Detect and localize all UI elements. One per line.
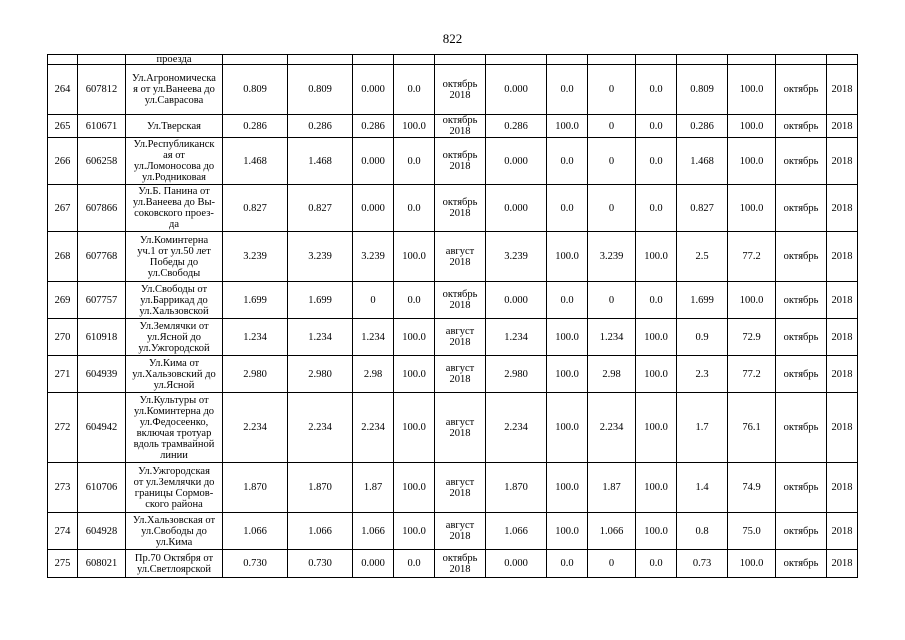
cell-c7: 0: [588, 550, 636, 578]
cell-period: [435, 393, 486, 463]
cell-c9: 0.8: [677, 513, 728, 550]
cell-num: 272: [48, 393, 78, 463]
cell-month: октябрь: [776, 356, 827, 393]
name-line: ул.Федосеенко,: [139, 416, 209, 428]
cell-year: 2018: [827, 550, 858, 578]
cell-name: [126, 393, 223, 463]
name-line: я от ул.Ванеева до: [133, 84, 215, 95]
cell-c3: 1.066: [353, 513, 394, 550]
cell-name: [126, 282, 223, 319]
cell-c9: 0.73: [677, 550, 728, 578]
cell-c10: 74.9: [728, 463, 776, 513]
cell-c3: 0: [353, 282, 394, 319]
cell-c6: 0.0: [547, 185, 588, 232]
cell-c3: 0.286: [353, 115, 394, 138]
cell-c9: 2.5: [677, 232, 728, 282]
period-line: август: [445, 416, 475, 428]
cell-code: 610918: [78, 319, 126, 356]
cell-year: 2018: [827, 65, 858, 115]
period-line: август: [445, 326, 475, 337]
cell-c7: 0: [588, 282, 636, 319]
cell-c9: 0.809: [677, 65, 728, 115]
cell-c5: 0.000: [486, 65, 547, 115]
name-line: Ул.Коминтерна: [139, 234, 209, 246]
cell-c8: 100.0: [636, 513, 677, 550]
cell-c9: 0.286: [677, 115, 728, 138]
cell-name: [126, 356, 223, 393]
cell-c7: 0: [588, 65, 636, 115]
cell-name: [126, 138, 223, 185]
name-line: линии: [160, 449, 188, 461]
cell-c7: 3.239: [588, 232, 636, 282]
cell-year: 2018: [827, 463, 858, 513]
cell-c8: 0.0: [636, 550, 677, 578]
data-table: [47, 54, 858, 578]
cell-year: 2018: [827, 185, 858, 232]
cell-c10: 77.2: [728, 356, 776, 393]
cell-num: 275: [48, 550, 78, 578]
cell-c4: 100.0: [394, 115, 435, 138]
name-line: Ул.Агрономическа: [132, 73, 216, 84]
cell-c3: 3.239: [353, 232, 394, 282]
period-line: октябрь: [442, 197, 478, 208]
cell-c7: 1.066: [588, 513, 636, 550]
cell-c1: 1.066: [223, 513, 288, 550]
cell-c2: 1.234: [288, 319, 353, 356]
cell-c1: 2.234: [223, 393, 288, 463]
name-line: да: [168, 219, 179, 230]
cell-c4: 0.0: [394, 185, 435, 232]
cell-c4: 100.0: [394, 232, 435, 282]
cell-c2: 1.870: [288, 463, 353, 513]
cell-name: [126, 115, 223, 138]
period-line: октябрь: [442, 552, 478, 564]
cell-period: [435, 513, 486, 550]
cell-c8: 100.0: [636, 232, 677, 282]
cell-code: 607768: [78, 232, 126, 282]
name-line: ул.Свободы до: [141, 525, 207, 537]
cell-period: [435, 463, 486, 513]
cell-c3: 2.98: [353, 356, 394, 393]
cell-code: 604942: [78, 393, 126, 463]
cell-c4: 100.0: [394, 513, 435, 550]
cell-c3: 1.234: [353, 319, 394, 356]
name-line: ая от: [163, 150, 185, 161]
cell-c3: 0.000: [353, 138, 394, 185]
cell-c7: 2.234: [588, 393, 636, 463]
cell-code: 604939: [78, 356, 126, 393]
cell-c5: 1.066: [486, 513, 547, 550]
cell-c10: 75.0: [728, 513, 776, 550]
cell-c7: 0: [588, 138, 636, 185]
period-line: 2018: [449, 161, 471, 172]
cell-c6: 0.0: [547, 138, 588, 185]
cell-c2: 3.239: [288, 232, 353, 282]
cell-period: [435, 185, 486, 232]
name-line: ул.Ясной: [153, 379, 195, 391]
cell-year: 2018: [827, 319, 858, 356]
period-line: 2018: [449, 337, 471, 348]
cell-c7: 0: [588, 115, 636, 138]
cell-month: октябрь: [776, 319, 827, 356]
cell-c4: 100.0: [394, 319, 435, 356]
cell-c9: 1.699: [677, 282, 728, 319]
period-line: 2018: [449, 374, 471, 385]
cell-month: октябрь: [776, 393, 827, 463]
cell-c2: 0.730: [288, 550, 353, 578]
cell-c3: 0.000: [353, 185, 394, 232]
cell-c9: 1.468: [677, 138, 728, 185]
table-row: [48, 282, 858, 319]
cell-c6: 100.0: [547, 393, 588, 463]
name-line: Ул.Культуры от: [139, 394, 209, 406]
cell-period: [435, 232, 486, 282]
name-line: ул.Светлоярской: [136, 563, 211, 575]
table-row-continuation: [48, 55, 858, 65]
cell-year: 2018: [827, 138, 858, 185]
cell-c8: 100.0: [636, 356, 677, 393]
continued-name-cell: проезда: [126, 55, 223, 65]
table-row: [48, 319, 858, 356]
table-row: [48, 115, 858, 138]
name-line: соковского проез-: [134, 208, 214, 219]
name-line: от ул.Землячки до: [133, 476, 215, 488]
cell-c8: 100.0: [636, 393, 677, 463]
cell-c10: 100.0: [728, 550, 776, 578]
name-line: уч.1 от ул.50 лет: [137, 245, 211, 257]
cell-c1: 0.730: [223, 550, 288, 578]
cell-c2: 2.980: [288, 356, 353, 393]
cell-c8: 0.0: [636, 115, 677, 138]
cell-c4: 0.0: [394, 550, 435, 578]
cell-c6: 0.0: [547, 65, 588, 115]
cell-c6: 100.0: [547, 115, 588, 138]
cell-year: 2018: [827, 232, 858, 282]
cell-name: [126, 550, 223, 578]
period-line: август: [445, 245, 475, 257]
period-line: 2018: [449, 427, 471, 439]
name-line: Ул.Хальзовская от: [132, 514, 216, 526]
cell-c8: 0.0: [636, 65, 677, 115]
table-row: [48, 513, 858, 550]
cell-c4: 0.0: [394, 138, 435, 185]
name-line: ул.Баррикад до: [140, 294, 208, 306]
period-line: 2018: [449, 487, 471, 499]
cell-c7: 0: [588, 185, 636, 232]
name-line: ул.Коминтерна до: [133, 405, 215, 417]
cell-period: [435, 138, 486, 185]
cell-c6: 100.0: [547, 463, 588, 513]
cell-c9: 1.7: [677, 393, 728, 463]
cell-c9: 1.4: [677, 463, 728, 513]
cell-c8: 0.0: [636, 282, 677, 319]
cell-num: 274: [48, 513, 78, 550]
period-line: 2018: [449, 531, 471, 542]
cell-c5: 2.234: [486, 393, 547, 463]
cell-code: 610706: [78, 463, 126, 513]
cell-c5: 0.286: [486, 115, 547, 138]
cell-name: [126, 513, 223, 550]
cell-year: 2018: [827, 393, 858, 463]
period-line: октябрь: [442, 150, 478, 161]
cell-code: 608021: [78, 550, 126, 578]
cell-c10: 100.0: [728, 65, 776, 115]
cell-c5: 0.000: [486, 282, 547, 319]
table-row: [48, 393, 858, 463]
cell-c10: 100.0: [728, 138, 776, 185]
cell-year: 2018: [827, 513, 858, 550]
name-line: включая тротуар: [136, 427, 212, 439]
cell-c10: 100.0: [728, 115, 776, 138]
cell-c2: 2.234: [288, 393, 353, 463]
cell-code: 607812: [78, 65, 126, 115]
name-line: Ул.Тверская: [147, 120, 201, 132]
cell-c3: 0.000: [353, 65, 394, 115]
cell-c2: 1.699: [288, 282, 353, 319]
name-line: ул.Ужгородской: [138, 342, 210, 354]
cell-c1: 1.870: [223, 463, 288, 513]
cell-num: 265: [48, 115, 78, 138]
cell-name: [126, 65, 223, 115]
period-line: 2018: [449, 563, 471, 575]
cell-c10: 76.1: [728, 393, 776, 463]
cell-month: октябрь: [776, 463, 827, 513]
name-line: Ул.Ужгородская: [138, 465, 210, 477]
cell-code: 604928: [78, 513, 126, 550]
table-row: [48, 463, 858, 513]
name-line: ул.Хальзовской: [139, 305, 209, 317]
cell-c6: 0.0: [547, 550, 588, 578]
cell-c10: 100.0: [728, 185, 776, 232]
cell-period: [435, 356, 486, 393]
cell-c9: 2.3: [677, 356, 728, 393]
cell-c1: 2.980: [223, 356, 288, 393]
period-line: октябрь: [442, 78, 478, 90]
cell-c5: 0.000: [486, 138, 547, 185]
cell-code: 607757: [78, 282, 126, 319]
cell-c2: 0.286: [288, 115, 353, 138]
cell-period: [435, 319, 486, 356]
table-row: [48, 232, 858, 282]
cell-c2: 0.809: [288, 65, 353, 115]
cell-month: октябрь: [776, 115, 827, 138]
cell-c5: 2.980: [486, 356, 547, 393]
name-line: границы Сормов-: [134, 487, 214, 499]
cell-c10: 72.9: [728, 319, 776, 356]
cell-c4: 100.0: [394, 393, 435, 463]
cell-c1: 0.809: [223, 65, 288, 115]
cell-c2: 0.827: [288, 185, 353, 232]
period-line: 2018: [449, 89, 471, 101]
cell-c6: 100.0: [547, 356, 588, 393]
cell-c6: 100.0: [547, 319, 588, 356]
name-line: ул.Хальзовский до: [132, 368, 216, 380]
cell-c1: 0.827: [223, 185, 288, 232]
name-line: ского района: [145, 498, 203, 510]
cell-c10: 100.0: [728, 282, 776, 319]
name-line: Ул.Свободы от: [140, 283, 208, 295]
cell-c5: 1.870: [486, 463, 547, 513]
name-line: Пр.70 Октября от: [134, 552, 214, 564]
cell-c1: 1.699: [223, 282, 288, 319]
cell-num: 267: [48, 185, 78, 232]
cell-num: 273: [48, 463, 78, 513]
cell-period: [435, 115, 486, 138]
cell-period: [435, 550, 486, 578]
cell-name: [126, 319, 223, 356]
period-line: 2018: [449, 208, 471, 219]
cell-c1: 1.468: [223, 138, 288, 185]
cell-c5: 1.234: [486, 319, 547, 356]
name-line: Ул.Республиканск: [133, 139, 215, 150]
cell-name: [126, 463, 223, 513]
cell-c8: 0.0: [636, 138, 677, 185]
cell-c7: 1.234: [588, 319, 636, 356]
cell-c9: 0.827: [677, 185, 728, 232]
cell-c1: 1.234: [223, 319, 288, 356]
page-number: 822: [442, 31, 463, 46]
table-row: [48, 356, 858, 393]
name-line: ул.Кима: [155, 536, 193, 548]
cell-period: [435, 65, 486, 115]
period-line: август: [445, 520, 475, 531]
cell-num: 270: [48, 319, 78, 356]
name-line: вдоль трамвайной: [133, 438, 215, 450]
period-line: 2018: [449, 300, 471, 311]
name-line: Ул.Кима от: [148, 357, 200, 369]
cell-c6: 100.0: [547, 513, 588, 550]
cell-month: октябрь: [776, 282, 827, 319]
table-row: [48, 65, 858, 115]
cell-c4: 100.0: [394, 463, 435, 513]
cell-month: октябрь: [776, 138, 827, 185]
cell-c5: 0.000: [486, 185, 547, 232]
name-line: Ул.Б. Панина от: [138, 186, 210, 197]
name-line: ул.Ломоносова до: [133, 161, 215, 172]
period-line: 2018: [449, 256, 471, 268]
cell-c10: 77.2: [728, 232, 776, 282]
table-row: [48, 138, 858, 185]
table-row: [48, 185, 858, 232]
cell-code: 606258: [78, 138, 126, 185]
cell-num: 266: [48, 138, 78, 185]
cell-c3: 1.87: [353, 463, 394, 513]
cell-c7: 1.87: [588, 463, 636, 513]
cell-c8: 0.0: [636, 185, 677, 232]
cell-c1: 3.239: [223, 232, 288, 282]
cell-year: 2018: [827, 282, 858, 319]
name-line: Победы до: [149, 256, 199, 268]
name-line: ул.Родниковая: [142, 172, 206, 183]
table-body: [48, 55, 858, 578]
cell-month: октябрь: [776, 513, 827, 550]
cell-c2: 1.468: [288, 138, 353, 185]
cell-period: [435, 282, 486, 319]
name-line: ул.Свободы: [147, 267, 201, 279]
cell-month: октябрь: [776, 65, 827, 115]
period-line: октябрь: [442, 289, 478, 300]
cell-year: 2018: [827, 356, 858, 393]
cell-name: [126, 185, 223, 232]
cell-c3: 2.234: [353, 393, 394, 463]
cell-num: 269: [48, 282, 78, 319]
cell-c6: 100.0: [547, 232, 588, 282]
period-line: октябрь: [442, 115, 478, 126]
cell-c4: 0.0: [394, 282, 435, 319]
cell-c8: 100.0: [636, 463, 677, 513]
cell-c2: 1.066: [288, 513, 353, 550]
cell-c4: 100.0: [394, 356, 435, 393]
name-line: ул.Ясной до: [146, 331, 202, 343]
name-line: ул.Саврасова: [144, 95, 204, 106]
cell-num: 271: [48, 356, 78, 393]
cell-num: 264: [48, 65, 78, 115]
cell-month: октябрь: [776, 550, 827, 578]
cell-code: 610671: [78, 115, 126, 138]
cell-month: октябрь: [776, 232, 827, 282]
cell-c6: 0.0: [547, 282, 588, 319]
cell-c7: 2.98: [588, 356, 636, 393]
cell-year: 2018: [827, 115, 858, 138]
cell-code: 607866: [78, 185, 126, 232]
table-row: [48, 550, 858, 578]
period-line: август: [445, 363, 475, 374]
cell-c5: 0.000: [486, 550, 547, 578]
cell-c4: 0.0: [394, 65, 435, 115]
cell-c8: 100.0: [636, 319, 677, 356]
cell-c5: 3.239: [486, 232, 547, 282]
period-line: 2018: [449, 126, 471, 137]
cell-name: [126, 232, 223, 282]
name-line: ул.Ванеева до Вы-: [132, 197, 216, 208]
name-line: Ул.Землячки от: [139, 320, 209, 332]
period-line: август: [445, 476, 475, 488]
cell-num: 268: [48, 232, 78, 282]
cell-c3: 0.000: [353, 550, 394, 578]
cell-c9: 0.9: [677, 319, 728, 356]
cell-month: октябрь: [776, 185, 827, 232]
cell-c1: 0.286: [223, 115, 288, 138]
